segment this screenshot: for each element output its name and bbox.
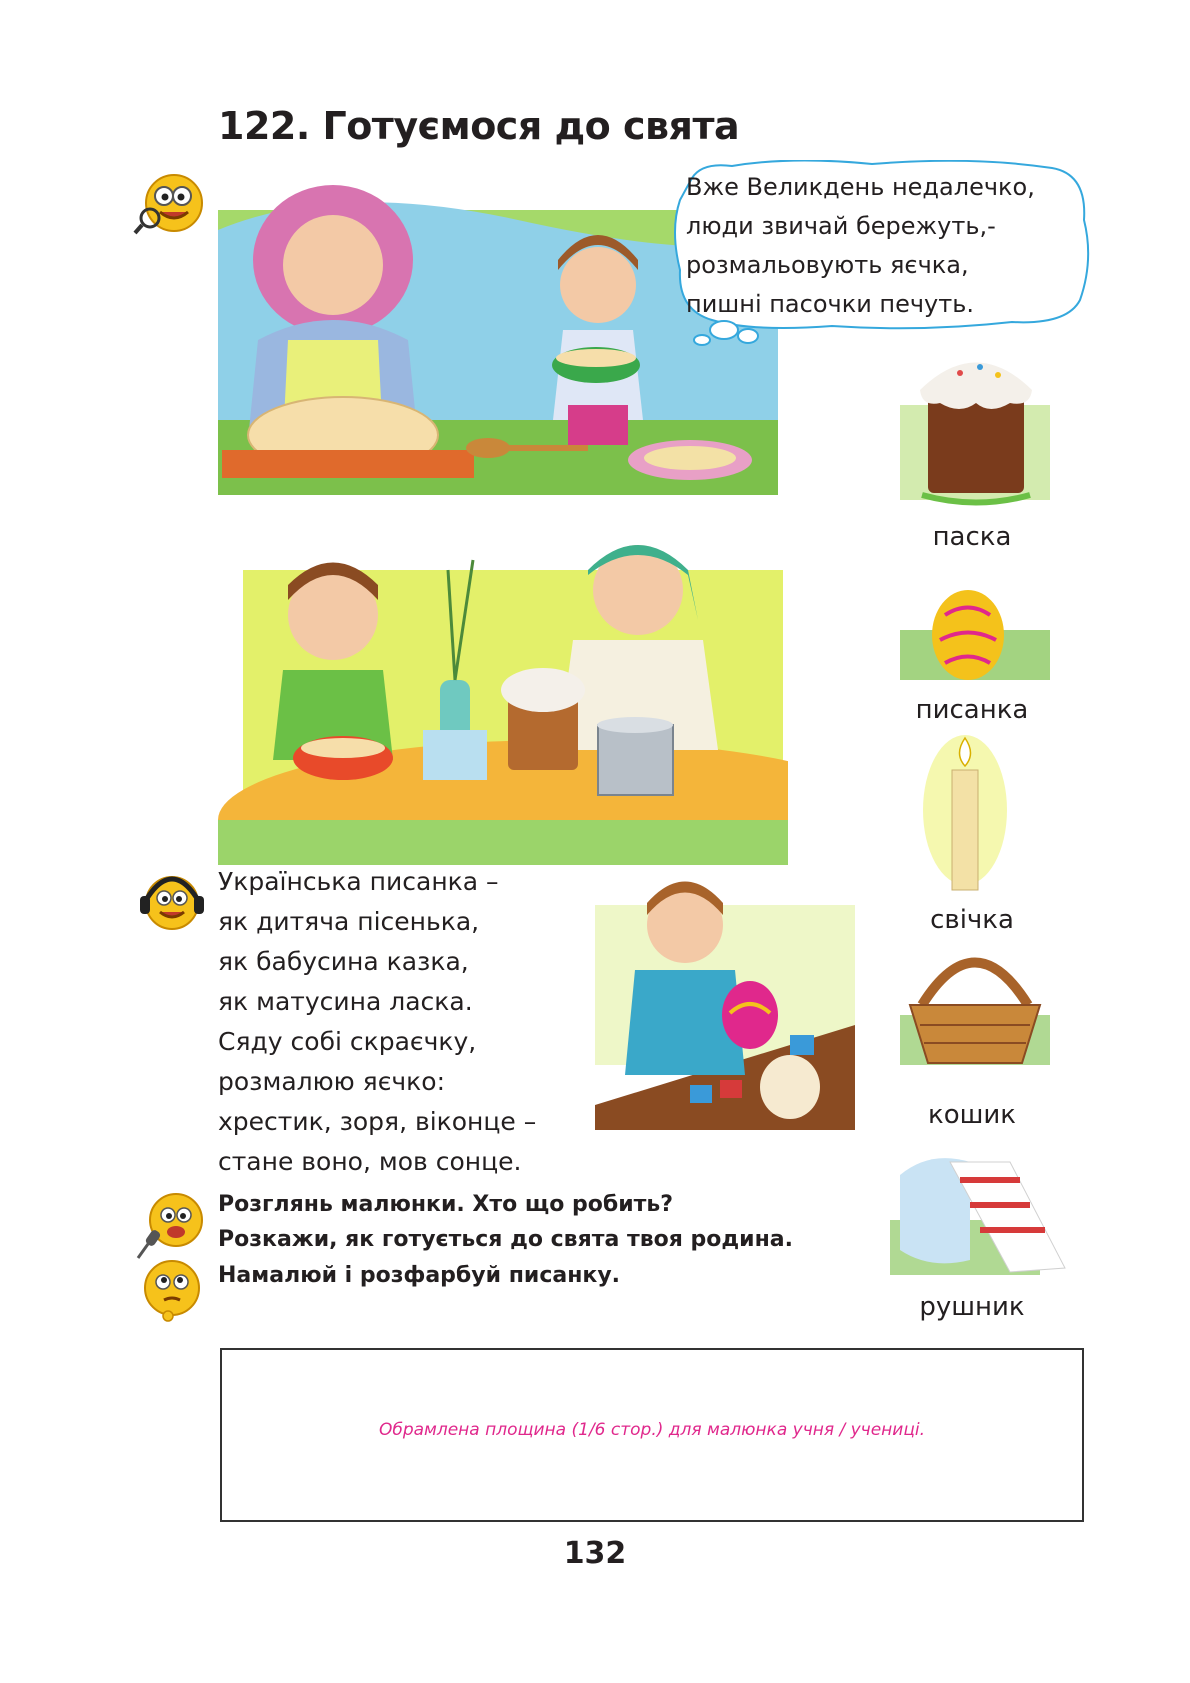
smiley-magnifier-icon [132, 170, 208, 236]
poem-line: Українська писанка – [218, 867, 499, 896]
poem-line: стане воно, мов сонце. [218, 1147, 522, 1176]
vocab-word: писанка [915, 695, 1029, 725]
rushnyk-picture [890, 1150, 1080, 1280]
vocab-word: паска [932, 522, 1012, 552]
poem-line: розмалюю яєчко: [218, 1067, 446, 1096]
poem-line: як дитяча пісенька, [218, 907, 480, 936]
candle-picture [920, 730, 1010, 895]
bubble-line: пишні пасочки печуть. [686, 290, 975, 318]
smiley-thinking-icon [138, 1256, 206, 1324]
pysanka-picture [900, 585, 1050, 685]
smiley-microphone-icon [134, 1186, 208, 1260]
page-number: 132 [563, 1536, 627, 1571]
task-line: Розглянь малюнки. Хто що робить? [218, 1192, 674, 1217]
drawing-frame[interactable] [220, 1348, 1084, 1522]
speech-bubble-text [686, 168, 1035, 324]
bubble-line: Вже Великдень недалечко, [686, 173, 1035, 201]
lesson-title: 122. Готуємося до свята [218, 104, 740, 148]
poem-line: як матусина ласка. [218, 987, 473, 1016]
poem [218, 862, 536, 1182]
poem-line: як бабусина казка, [218, 947, 469, 976]
smiley-headphones-icon [138, 868, 206, 934]
basket-picture [900, 935, 1050, 1070]
vocab-word: свічка [930, 905, 1014, 935]
drawing-frame-note: Обрамлена площина (1/6 стор.) для малюнка учня / учениці. [378, 1420, 926, 1440]
vocab-word: рушник [919, 1292, 1025, 1322]
poem-line: хрестик, зоря, віконце – [218, 1107, 537, 1136]
bubble-line: розмальовують яєчка, [686, 251, 969, 279]
task-line: Намалюй і розфарбуй писанку. [218, 1263, 621, 1288]
task-line: Розкажи, як готується до свята твоя родина. [218, 1227, 793, 1252]
kulich-picture [900, 345, 1050, 510]
poem-line: Сяду собі скраєчку, [218, 1027, 477, 1056]
bubble-line: люди звичай бережуть,- [686, 212, 996, 240]
illustration-mother-and-boy [218, 530, 788, 865]
illustration-boy-painting-egg [595, 875, 860, 1130]
vocab-word: кошик [927, 1100, 1016, 1130]
